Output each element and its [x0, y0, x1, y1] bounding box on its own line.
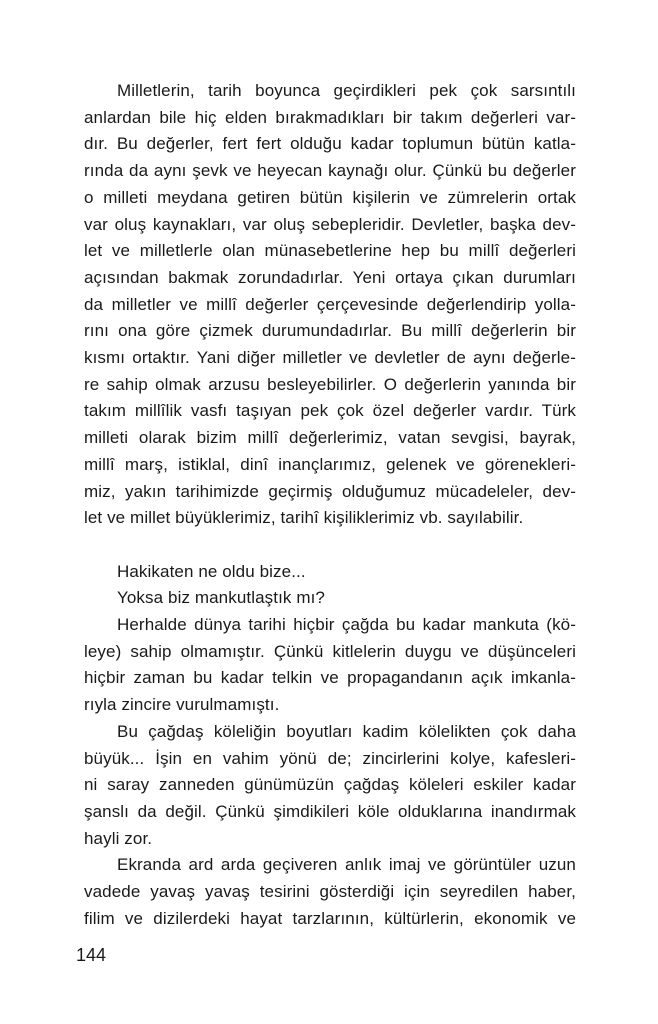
text-line: ni saray zanneden günümüzün çağdaş köleleri eskiler kadar [84, 775, 576, 795]
text-line: Milletlerin, tarih boyunca geçirdikleri pek çok sarsıntılı [117, 81, 576, 100]
text-line: var oluş kaynakları, var oluş sebepleridir. Devletler, başka dev- [84, 214, 576, 234]
text-line: let ve millet büyüklerimiz, tarihî kişiliklerimiz vb. sayılabilir. [84, 508, 524, 528]
text-line: o milleti meydana getiren bütün kişilerin ve zümrelerin ortak [84, 187, 576, 207]
page-number: 144 [76, 945, 107, 965]
text-line: şanslı da değil. Çünkü şimdikileri köle olduklarına inandırmak [84, 801, 576, 821]
text-line: Yoksa biz mankutlaştık mı? [117, 588, 325, 608]
paragraph [84, 719, 576, 853]
text-line: büyük... İşin en vahim yönü de; zincirlerini kolye, kafesleri- [84, 748, 576, 768]
text-line: takım millîlik vasfı taşıyan pek çok özel değerler vardır. Türk [84, 401, 576, 421]
paragraph [84, 852, 576, 932]
page-text [84, 78, 576, 932]
paragraph [84, 612, 576, 719]
text-line: hayli zor. [84, 828, 153, 848]
text-line: milleti olarak bizim millî değerlerimiz, vatan sevgisi, bayrak, [84, 428, 576, 448]
text-line: rını ona göre çizmek durumundadırlar. Bu millî değerlerin bir [84, 321, 576, 341]
text-line: miz, yakın tarihimizde geçirmiş olduğumuz mücadeleler, dev- [84, 481, 576, 501]
text-line: kısmı ortaktır. Yani diğer milletler ve devletler de aynı değerle- [84, 348, 576, 368]
text-line: re sahip olmak arzusu besleyebilirler. O değerlerin yanında bir [84, 374, 576, 394]
text-line: rıyla zincire vurulmamıştı. [84, 695, 280, 715]
text-line: filim ve dizilerdeki hayat tarzlarının, kültürlerin, ekonomik ve [84, 908, 576, 928]
text-line: da milletler ve millî değerler çerçevesinde değerlendirip yolla- [84, 294, 576, 314]
text-line: leye) sahip olmamıştır. Çünkü kitlelerin duygu ve düşünceleri [84, 641, 576, 661]
text-line: Bu çağdaş köleliğin boyutları kadim kölelikten çok daha [117, 721, 576, 741]
text-line: vadede yavaş yavaş tesirini gösterdiği için seyredilen haber, [84, 882, 576, 902]
text-line: açısından bakmak zorundadırlar. Yeni ortaya çıkan durumları [84, 267, 576, 287]
paragraph [84, 585, 576, 612]
paragraph [84, 78, 576, 532]
text-line: Hakikaten ne oldu bize... [117, 561, 306, 581]
text-line: anlardan bile hiç elden bırakmadıkları bir takım değerleri var- [84, 107, 576, 127]
text-line: let ve milletlerle olan münasebetlerine hep bu millî değerleri [84, 241, 576, 261]
paragraph [84, 559, 576, 586]
text-line: dır. Bu değerler, fert fert olduğu kadar toplumun bütün katla- [84, 134, 576, 154]
text-line: hiçbir zaman bu kadar telkin ve propagandanın açık imkanla- [84, 668, 576, 688]
text-line: Herhalde dünya tarihi hiçbir çağda bu kadar mankuta (kö- [117, 615, 576, 635]
text-line: millî marş, istiklal, dinî inançlarımız, gelenek ve görenekleri- [84, 454, 576, 474]
text-line: rında da aynı şevk ve heyecan kaynağı olur. Çünkü bu değerler [84, 161, 576, 181]
text-line: Ekranda ard arda geçiveren anlık imaj ve görüntüler uzun [117, 855, 576, 875]
